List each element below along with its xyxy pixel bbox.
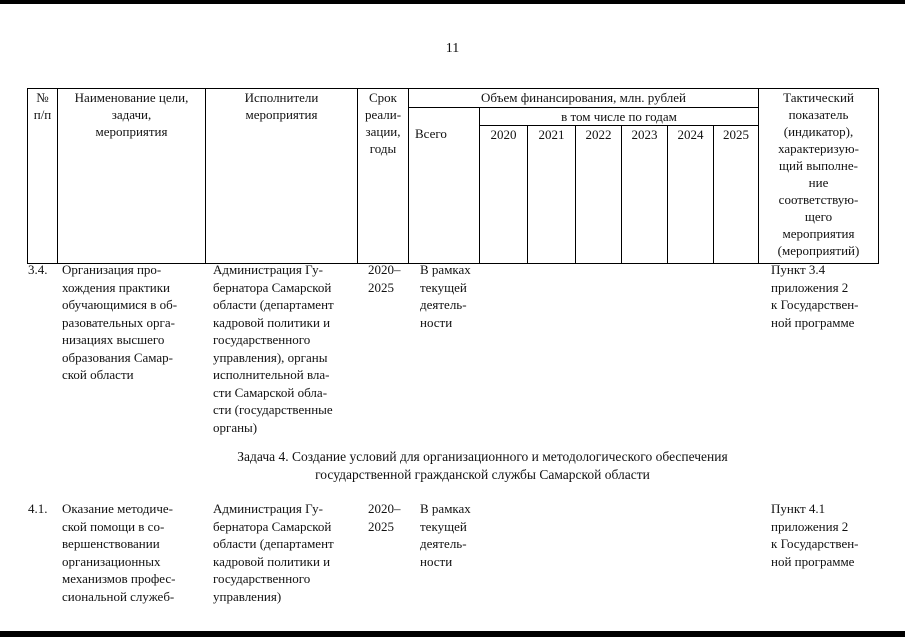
row-4-1-num: 4.1. [28,501,48,516]
row-3-4-name: Организация про- хождения практики обучающимися в об- разовательных орга- низациях высшего образования Самар- ской области [62,262,178,382]
header-including-by-years: в том числе по годам [480,108,759,126]
header-indicator: Тактический показатель (индикатор), характеризую- щий выполне- ние соответствую- щего мероприятия (мероприятий) [759,89,879,264]
row-4-1-executors: Администрация Гу- бернатора Самарской области (департамент кадровой политики и государственного управления) [213,501,334,604]
header-name: Наименование цели, задачи, мероприятия [58,89,206,264]
header-year-2023: 2023 [622,126,668,264]
page-number: 11 [445,41,460,56]
row-4-1-term: 2020– 2025 [368,501,401,534]
header-year-2024: 2024 [668,126,714,264]
header-total: Всего [409,108,480,264]
task-4-heading: Задача 4. Создание условий для организационного и методологического обеспечения государственной гражданской службы Самарской области [237,449,728,482]
row-3-4-num: 3.4. [28,262,48,277]
header-funding-title: Объем финансирования, млн. рублей [409,89,759,108]
header-executors: Исполнители мероприятия [206,89,358,264]
header-year-2021: 2021 [528,126,576,264]
header-term: Срок реали- зации, годы [358,89,409,264]
header-num: № п/п [28,89,58,264]
header-year-2025: 2025 [714,126,759,264]
row-3-4-term: 2020– 2025 [368,262,401,295]
row-4-1-indicator: Пункт 4.1 приложения 2 к Государствен- ной программе [771,501,859,569]
row-3-4-funding: В рамках текущей деятель- ности [420,262,471,330]
row-4-1-name: Оказание методиче- ской помощи в со- вершенствовании организационных механизмов профес- сиональной служеб- [62,501,176,604]
row-4-1-funding: В рамках текущей деятель- ности [420,501,471,569]
bottom-border [0,631,905,637]
header-year-2020: 2020 [480,126,528,264]
row-3-4-indicator: Пункт 3.4 приложения 2 к Государствен- ной программе [771,262,859,330]
table-header [27,88,879,264]
row-3-4-executors: Администрация Гу- бернатора Самарской области (департамент кадровой политики и государственного управления), органы исполнительной вла- сти Самарской обла- сти (государственные органы) [213,262,334,435]
header-year-2022: 2022 [576,126,622,264]
top-border [0,0,905,4]
